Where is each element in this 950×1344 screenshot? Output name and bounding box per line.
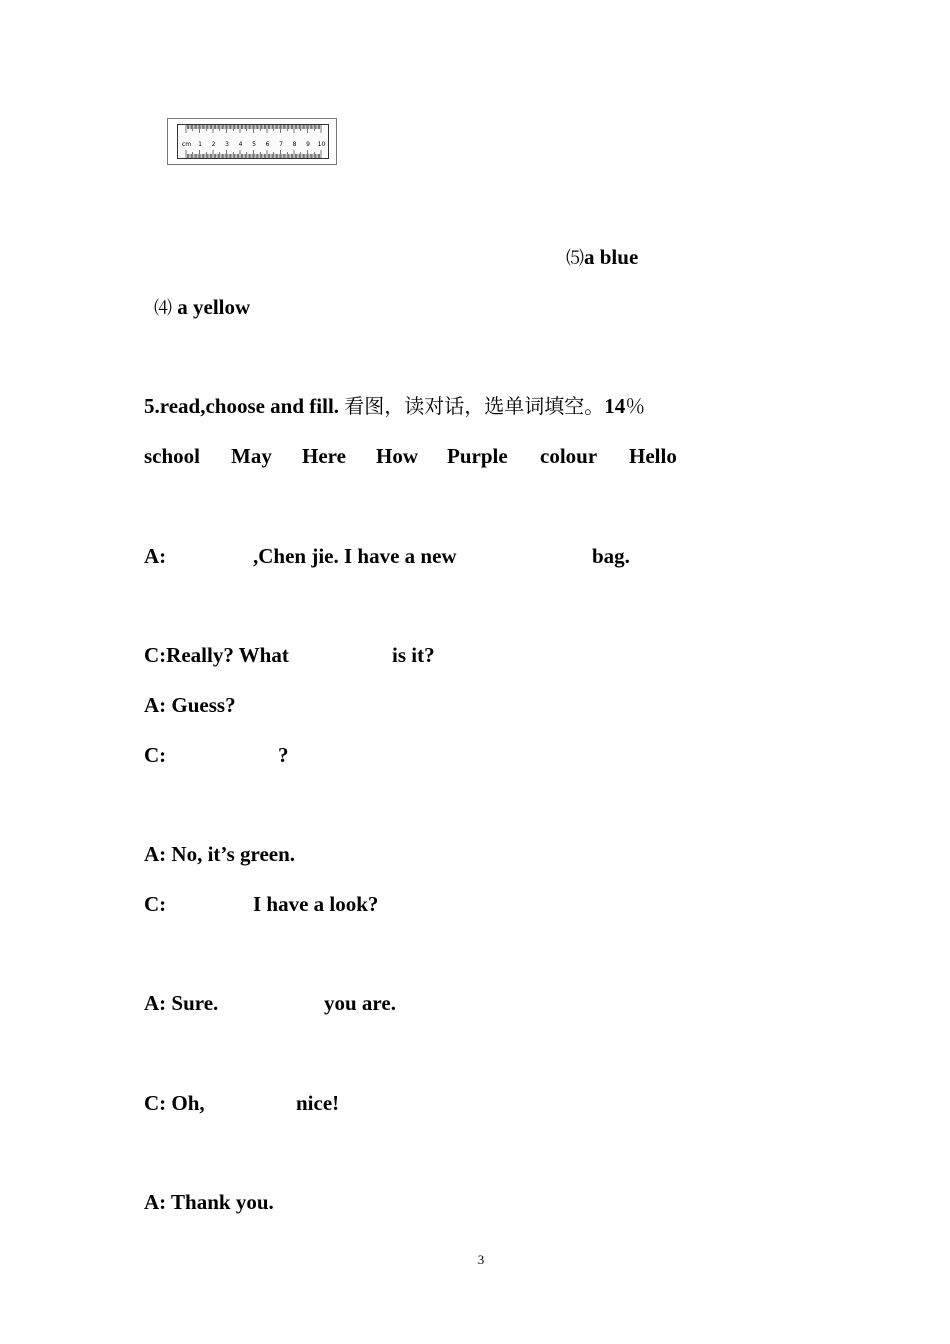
- dialogue-line-4-part-2: [278, 743, 289, 767]
- ruler-unit-label: cm: [182, 141, 192, 148]
- word-bank-item: colour: [540, 444, 598, 468]
- ruler-mark-label: 7: [279, 141, 283, 148]
- dialogue-line-6-part-2: [253, 892, 378, 916]
- section-title-cn: 看图，读对话，选单词填空。: [344, 394, 605, 418]
- item-5-number: ⑸: [566, 248, 584, 268]
- ruler-image: [167, 118, 337, 165]
- dialogue-line-2: [144, 643, 289, 667]
- dialogue-text: I have a look?: [253, 892, 379, 916]
- word-bank: [0, 444, 950, 468]
- item-4-text: a yellow: [177, 295, 251, 319]
- ruler-mark-label: 10: [317, 141, 326, 148]
- section-heading: [144, 394, 645, 418]
- dialogue-line-3: [144, 693, 236, 717]
- dialogue-line-1: [144, 544, 166, 568]
- word-bank-item: How: [376, 444, 418, 468]
- dialogue-line-7: [144, 991, 218, 1015]
- ruler-mark-label: 5: [252, 141, 256, 148]
- ruler-mark-label: 8: [292, 141, 297, 148]
- item-5-text: a blue: [584, 245, 639, 269]
- ruler-graphic: [178, 125, 328, 158]
- dialogue-line-1-part-2: [253, 544, 457, 568]
- dialogue-text: A: Sure.: [144, 991, 219, 1015]
- ruler-mark-label: 2: [211, 141, 216, 148]
- dialogue-text: ?: [278, 743, 289, 767]
- word-bank-item: Here: [302, 444, 346, 468]
- dialogue-line-9: [144, 1190, 274, 1214]
- section-title-en: 5.read,choose and fill.: [144, 394, 340, 418]
- dialogue-text: is it?: [392, 643, 435, 667]
- word-bank-item: Hello: [629, 444, 677, 468]
- dialogue-text: A: No, it’s green.: [144, 842, 296, 866]
- word-bank-item: May: [231, 444, 272, 468]
- item-4-number: ⑷: [154, 298, 172, 318]
- dialogue-line-6: [144, 892, 166, 916]
- ruler-mark-label: 1: [198, 141, 202, 148]
- dialogue-text: A: Guess?: [144, 693, 236, 717]
- dialogue-speaker: C:: [144, 743, 167, 767]
- word-bank-item: school: [144, 444, 201, 468]
- dialogue-line-8: [144, 1091, 205, 1115]
- dialogue-line-4: [144, 743, 166, 767]
- dialogue-speaker: A:: [144, 544, 167, 568]
- item-4: [154, 295, 250, 320]
- ruler-mark-label: 9: [306, 141, 310, 148]
- dialogue-text: A: Thank you.: [144, 1190, 274, 1214]
- dialogue-line-5: [144, 842, 295, 866]
- section-score: 14: [604, 394, 626, 418]
- dialogue-line-1-part-3: [592, 544, 630, 568]
- page-number: 3: [477, 1252, 485, 1267]
- ruler-body: [177, 124, 329, 159]
- word-bank-item: Purple: [447, 444, 508, 468]
- ruler-mark-label: 3: [225, 141, 229, 148]
- item-5: [566, 245, 638, 270]
- dialogue-line-7-part-2: [324, 991, 396, 1015]
- dialogue-line-8-part-2: [296, 1091, 339, 1115]
- dialogue-line-2-part-2: [392, 643, 435, 667]
- dialogue-text: nice!: [296, 1091, 340, 1115]
- dialogue-text: C: Oh,: [144, 1091, 205, 1115]
- dialogue-text: C:Really? What: [144, 643, 289, 667]
- dialogue-text: bag.: [592, 544, 630, 568]
- section-score-unit: ％: [625, 394, 646, 418]
- dialogue-text: ,Chen jie. I have a new: [253, 544, 457, 568]
- dialogue-speaker: C:: [144, 892, 167, 916]
- ruler-mark-label: 6: [265, 141, 270, 148]
- dialogue-text: you are.: [324, 991, 396, 1015]
- ruler-mark-label: 4: [238, 141, 243, 148]
